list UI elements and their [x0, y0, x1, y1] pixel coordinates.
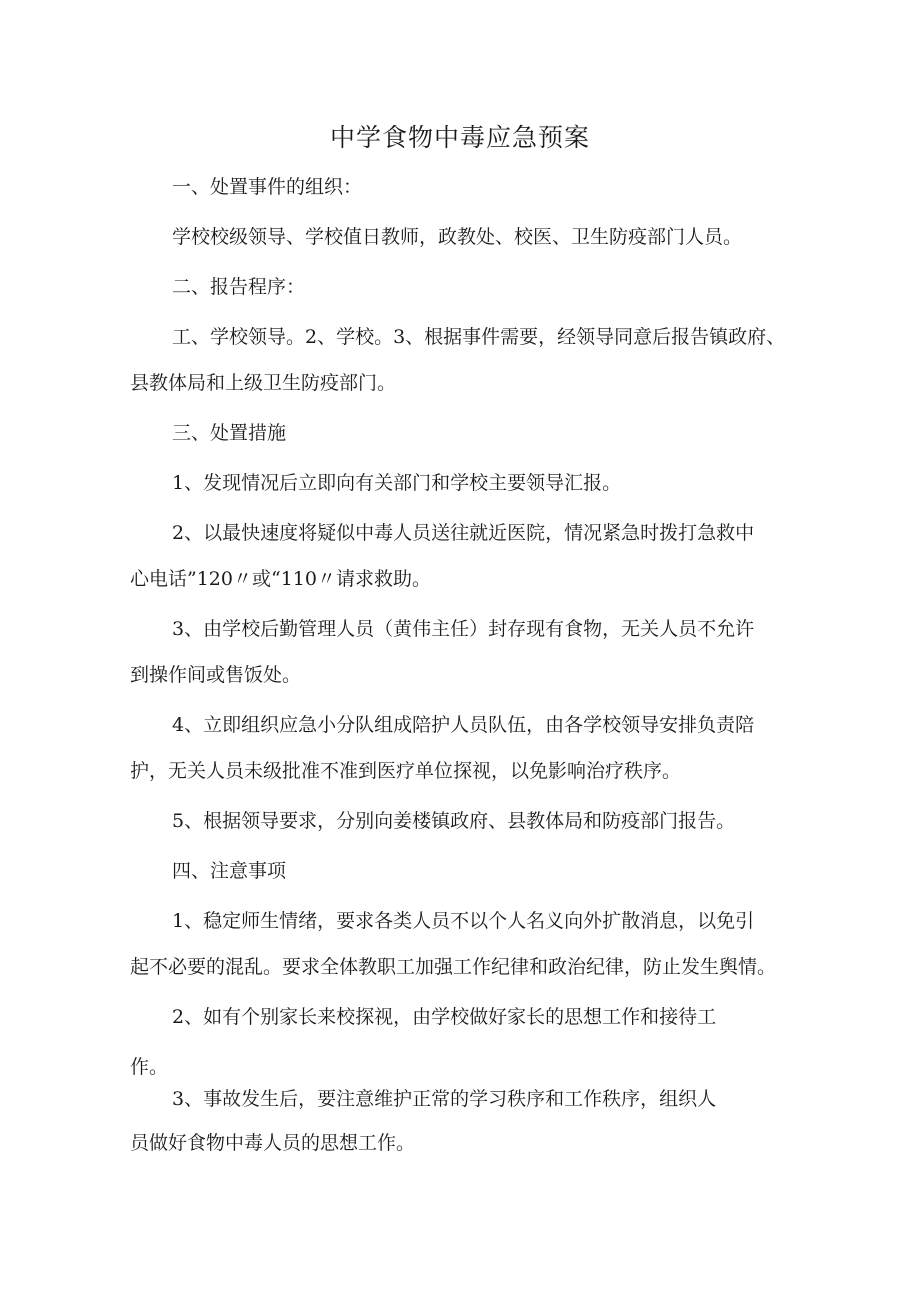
measure-3-line-1: 3、由学校后勤管理人员（黄伟主任）封存现有食物，无关人员不允许: [172, 618, 755, 640]
section-heading-measures: 三、处置措施: [172, 422, 287, 444]
measure-2-line-2: 心电话”120〃或“110〃请求救助。: [130, 568, 431, 590]
measure-4-line-1: 4、立即组织应急小分队组成陪护人员队伍，由各学校领导安排负责陪: [172, 714, 755, 736]
document-title: 中学食物中毒应急预案: [329, 123, 590, 152]
paragraph-report-procedure-line-2: 县教体局和上级卫生防疫部门。: [130, 372, 397, 394]
precaution-1-line-1: 1、稳定师生情绪，要求各类人员不以个人名义向外扩散消息，以免引: [172, 910, 755, 932]
precaution-1-line-2: 起不必要的混乱。要求全体教职工加强工作纪律和政治纪律，防止发生舆情。: [130, 956, 777, 978]
paragraph-organization-members: 学校校级领导、学校值日教师，政教处、校医、卫生防疫部门人员。: [172, 226, 743, 248]
section-heading-precautions: 四、注意事项: [172, 860, 287, 882]
section-heading-organization: 一、处置事件的组织：: [172, 176, 363, 198]
measure-1-line-1: 1、发现情况后立即向有关部门和学校主要领导汇报。: [172, 472, 622, 494]
measure-3-line-2: 到操作间或售饭处。: [130, 664, 302, 686]
measure-5-line-1: 5、根据领导要求，分别向姜楼镇政府、县教体局和防疫部门报告。: [172, 810, 736, 832]
section-heading-report-procedure: 二、报告程序：: [172, 276, 306, 298]
measure-4-line-2: 护，无关人员未级批准不准到医疗单位探视，以免影响治疗秩序。: [130, 760, 682, 782]
measure-2-line-1: 2、以最快速度将疑似中毒人员送往就近医院，情况紧急时拨打急救中: [172, 522, 755, 544]
precaution-2-line-2: 作。: [130, 1056, 169, 1078]
precaution-2-line-1: 2、如有个别家长来校探视，由学校做好家长的思想工作和接待工: [172, 1006, 717, 1028]
precaution-3-line-1: 3、事故发生后，要注意维护正常的学习秩序和工作秩序，组织人: [172, 1088, 717, 1110]
paragraph-report-procedure-line-1: 工、学校领导。2、学校。3、根据事件需要，经领导同意后报告镇政府、: [172, 326, 786, 348]
precaution-3-line-2: 员做好食物中毒人员的思想工作。: [130, 1132, 416, 1154]
